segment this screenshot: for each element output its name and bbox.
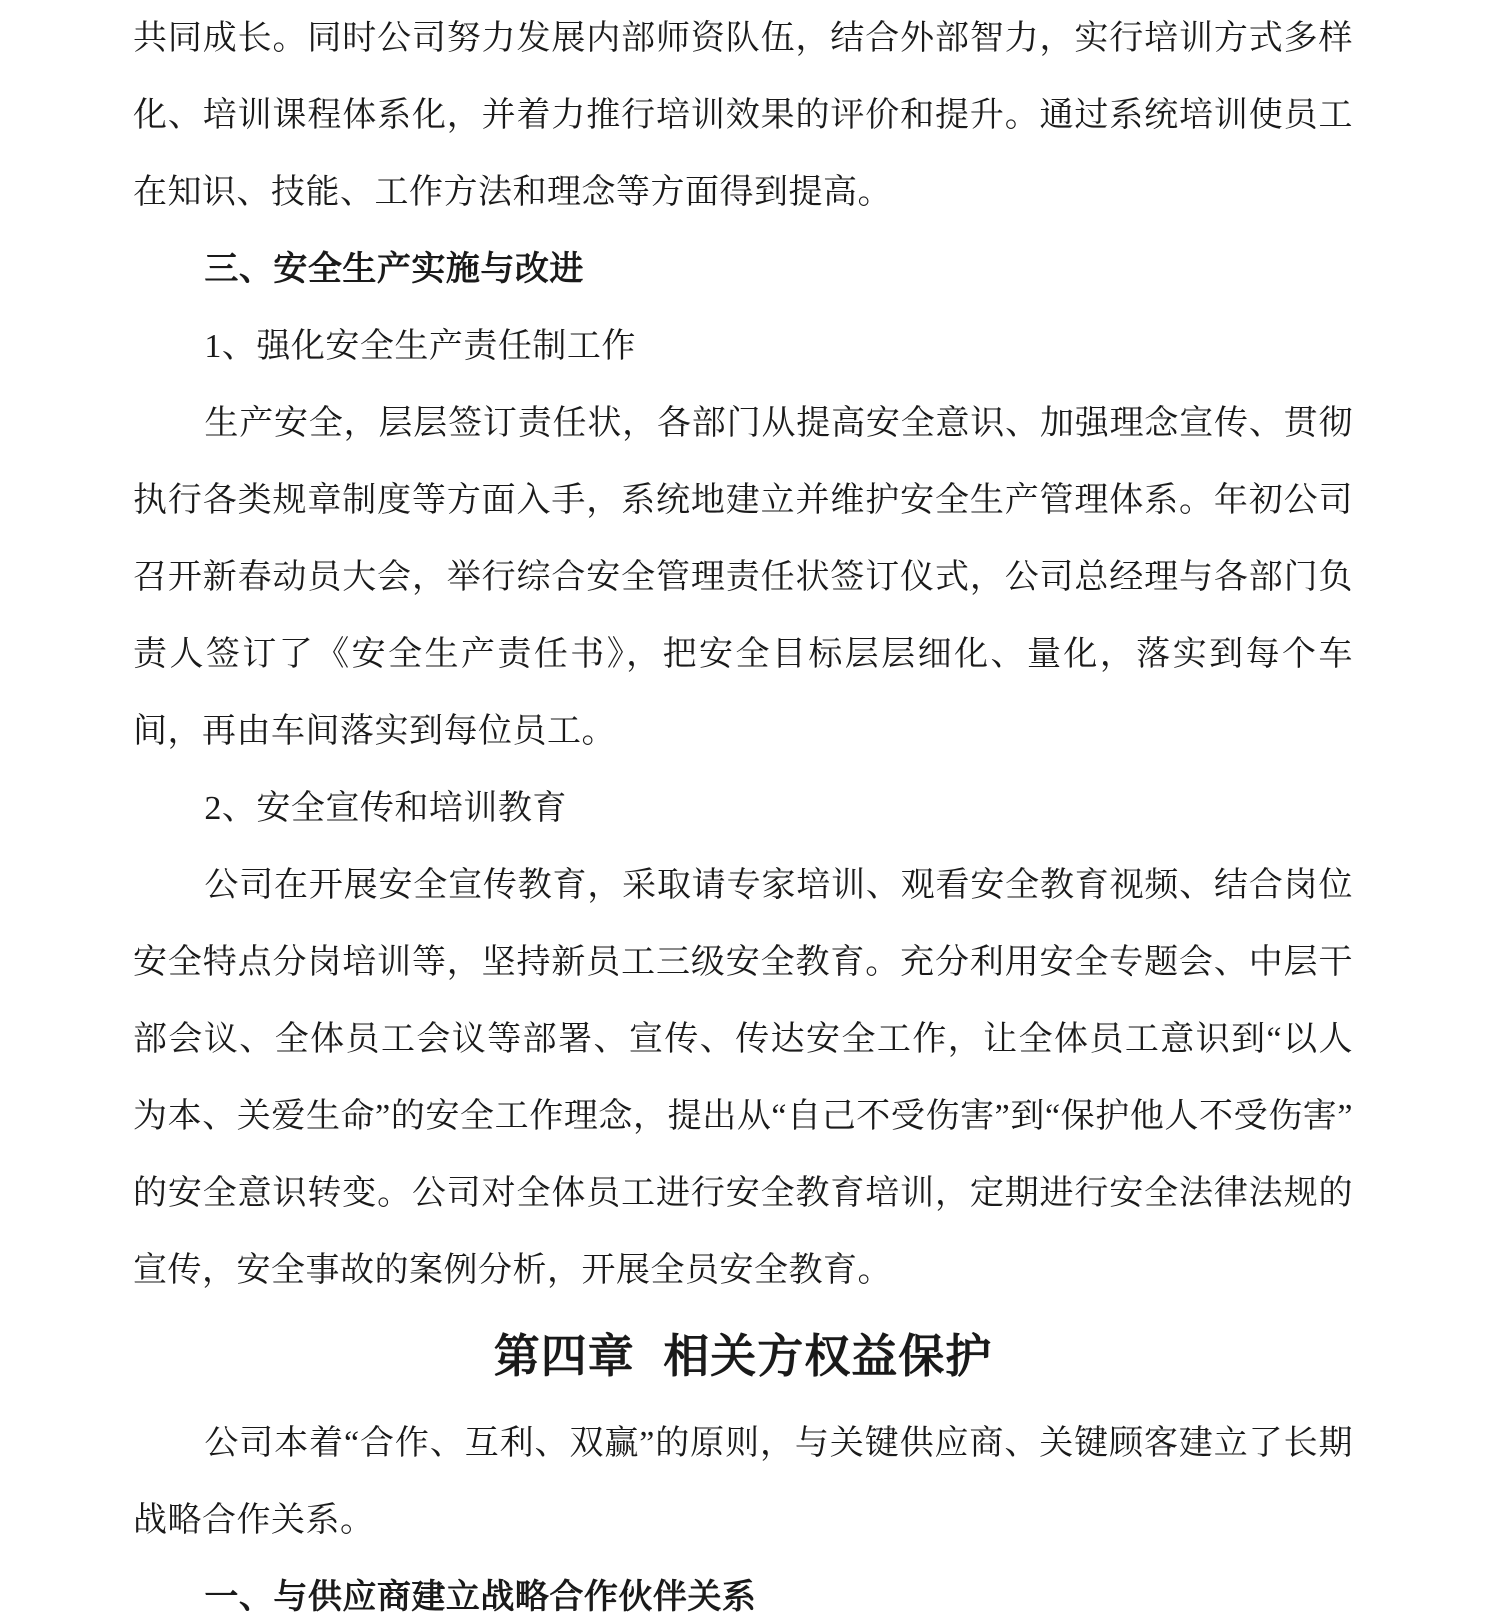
paragraph: 公司本着“合作、互利、双赢”的原则，与关键供应商、关键顾客建立了长期战略合作关系。	[133, 1425, 1353, 1539]
section-heading: 三、安全生产实施与改进	[204, 251, 584, 288]
paragraph: 共同成长。同时公司努力发展内部师资队伍，结合外部智力，实行培训方式多样化、培训课程体系化，并着力推行培训效果的评价和提升。通过系统培训使员工在知识、技能、工作方法和理念等方面得到提高。	[133, 20, 1353, 211]
paragraph: 生产安全，层层签订责任状，各部门从提高安全意识、加强理念宣传、贯彻执行各类规章制度等方面入手，系统地建立并维护安全生产管理体系。年初公司召开新春动员大会，举行综合安全管理责任状签订仪式，公司总经理与各部门负责人签订了《安全生产责任书》，把安全目标层层细化、量化，落实到每个车间，再由车间落实到每位员工。	[133, 405, 1353, 750]
chapter-heading: 第四章 相关方权益保护	[493, 1331, 993, 1382]
numbered-subheading: 2、安全宣传和培训教育	[204, 790, 567, 827]
numbered-subheading: 1、强化安全生产责任制工作	[204, 328, 636, 365]
section-heading: 一、与供应商建立战略合作伙伴关系	[204, 1579, 757, 1616]
paragraph: 公司在开展安全宣传教育，采取请专家培训、观看安全教育视频、结合岗位安全特点分岗培训等，坚持新员工三级安全教育。充分利用安全专题会、中层干部会议、全体员工会议等部署、宣传、传达安全工作，让全体员工意识到“以人为本、关爱生命”的安全工作理念，提出从“自己不受伤害”到“保护他人不受伤害”的安全意识转变。公司对全体员工进行安全教育培训，定期进行安全法律法规的宣传，安全事故的案例分析，开展全员安全教育。	[133, 867, 1353, 1289]
